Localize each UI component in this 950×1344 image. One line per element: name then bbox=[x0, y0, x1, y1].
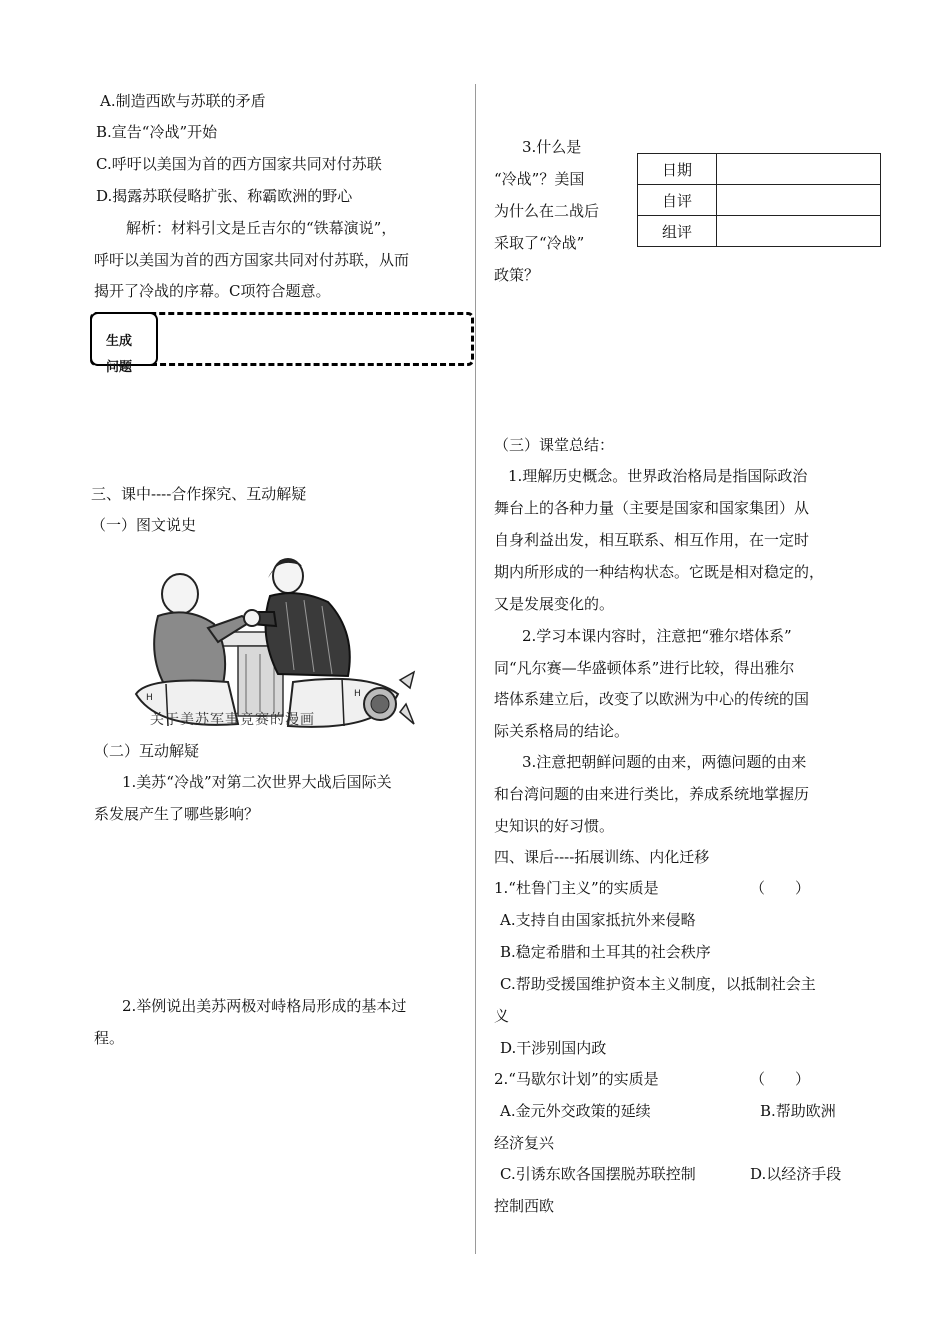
exercise-1-option-c: C.帮助受援国维护资本主义制度，以抵制社会主 bbox=[500, 975, 816, 993]
eval-label-group: 组评 bbox=[638, 216, 717, 247]
summary-p3-line: 和台湾问题的由来进行类比，养成系统地掌握历 bbox=[494, 785, 810, 803]
eval-value-self[interactable] bbox=[717, 185, 881, 216]
summary-p2-line: 际关系格局的结论。 bbox=[494, 722, 630, 740]
exercise-2-stem: 2.“马歇尔计划”的实质是 bbox=[494, 1070, 659, 1088]
exercise-1-option-c-cont: 义 bbox=[494, 1007, 510, 1025]
evaluation-table bbox=[637, 153, 881, 247]
exercise-1-option-a: A.支持自由国家抵抗外来侵略 bbox=[500, 911, 696, 929]
option-c: C.呼吁以美国为首的西方国家共同对付苏联 bbox=[96, 155, 382, 173]
question-1-line: 1.美苏“冷战”对第二次世界大战后国际关 bbox=[122, 773, 392, 791]
eval-value-date[interactable] bbox=[717, 154, 881, 185]
table-row bbox=[638, 154, 881, 185]
subsection-2-title: （二）互动解疑 bbox=[94, 742, 200, 760]
analysis-line: 揭开了冷战的序幕。C项符合题意。 bbox=[94, 282, 331, 300]
summary-p2-line: 2.学习本课内容时，注意把“雅尔塔体系” bbox=[522, 627, 792, 645]
option-d: D.揭露苏联侵略扩张、称霸欧洲的野心 bbox=[96, 187, 353, 205]
label-line-1: 生成 bbox=[106, 334, 133, 349]
cartoon-caption: 关于美苏军事竞赛的漫画 bbox=[150, 712, 315, 728]
exercise-2-option-b: B.帮助欧洲 bbox=[760, 1102, 836, 1120]
question-2-line: 程。 bbox=[94, 1029, 125, 1047]
summary-p1-line: 舞台上的各种力量（主要是国家和国家集团）从 bbox=[494, 499, 810, 517]
section-3-title: 三、课中----合作探究、互动解疑 bbox=[91, 485, 307, 503]
exercise-2-option-d-cont: 控制西欧 bbox=[494, 1197, 555, 1215]
analysis-line: 解析：材料引文是丘吉尔的“铁幕演说”， bbox=[126, 219, 397, 237]
question-1-line: 系发展产生了哪些影响？ bbox=[94, 805, 260, 823]
question-3-line: 3.什么是 bbox=[522, 138, 582, 156]
option-a: A.制造西欧与苏联的矛盾 bbox=[100, 92, 266, 110]
summary-p1-line: 期内所形成的一种结构状态。它既是相对稳定的， bbox=[494, 563, 825, 581]
table-row bbox=[638, 185, 881, 216]
summary-p2-line: 塔体系建立后，改变了以欧洲为中心的传统的国 bbox=[494, 690, 810, 708]
table-row bbox=[638, 216, 881, 247]
analysis-line: 呼吁以美国为首的西方国家共同对付苏联，从而 bbox=[94, 251, 410, 269]
summary-p2-line: 同“凡尔赛—华盛顿体系”进行比较，得出雅尔 bbox=[494, 659, 795, 677]
question-3-line: “冷战”？美国 bbox=[494, 170, 585, 188]
question-3-line: 政策？ bbox=[494, 266, 540, 284]
exercise-1-option-b: B.稳定希腊和土耳其的社会秩序 bbox=[500, 943, 711, 961]
exercise-2-option-c: C.引诱东欧各国摆脱苏联控制 bbox=[500, 1165, 696, 1183]
section-4-title: 四、课后----拓展训练、内化迁移 bbox=[494, 848, 710, 866]
exercise-2-option-b-cont: 经济复兴 bbox=[494, 1134, 555, 1152]
summary-p3-line: 史知识的好习惯。 bbox=[494, 817, 615, 835]
svg-text:H: H bbox=[146, 693, 153, 703]
question-3-line: 为什么在二战后 bbox=[494, 202, 600, 220]
column-divider bbox=[475, 84, 476, 1254]
question-2-line: 2.举例说出美苏两极对峙格局形成的基本过 bbox=[122, 997, 407, 1015]
label-line-2: 问题 bbox=[106, 360, 133, 375]
exercise-2-answer-paren: （ ） bbox=[750, 1070, 811, 1088]
eval-label-date: 日期 bbox=[638, 154, 717, 185]
summary-p3-line: 3.注意把朝鲜问题的由来，两德问题的由来 bbox=[522, 753, 807, 771]
question-3-line: 采取了“冷战” bbox=[494, 234, 585, 252]
generate-questions-label bbox=[90, 312, 158, 375]
summary-p1-line: 自身利益出发，相互联系、相互作用，在一定时 bbox=[494, 531, 810, 549]
eval-value-group[interactable] bbox=[717, 216, 881, 247]
option-b: B.宣告“冷战”开始 bbox=[96, 123, 218, 141]
exercise-1-answer-paren: （ ） bbox=[750, 879, 811, 897]
svg-text:H: H bbox=[354, 689, 361, 699]
exercise-2-option-d: D.以经济手段 bbox=[750, 1165, 842, 1183]
summary-title: （三）课堂总结： bbox=[494, 436, 615, 454]
eval-label-self: 自评 bbox=[638, 185, 717, 216]
summary-p1-line: 1.理解历史概念。世界政治格局是指国际政治 bbox=[508, 467, 808, 485]
exercise-2-option-a: A.金元外交政策的延续 bbox=[500, 1102, 651, 1120]
summary-p1-line: 又是发展变化的。 bbox=[494, 595, 615, 613]
subsection-1-title: （一）图文说史 bbox=[91, 516, 197, 534]
exercise-1-stem: 1.“杜鲁门主义”的实质是 bbox=[494, 879, 659, 897]
exercise-1-option-d: D.干涉别国内政 bbox=[500, 1039, 607, 1057]
